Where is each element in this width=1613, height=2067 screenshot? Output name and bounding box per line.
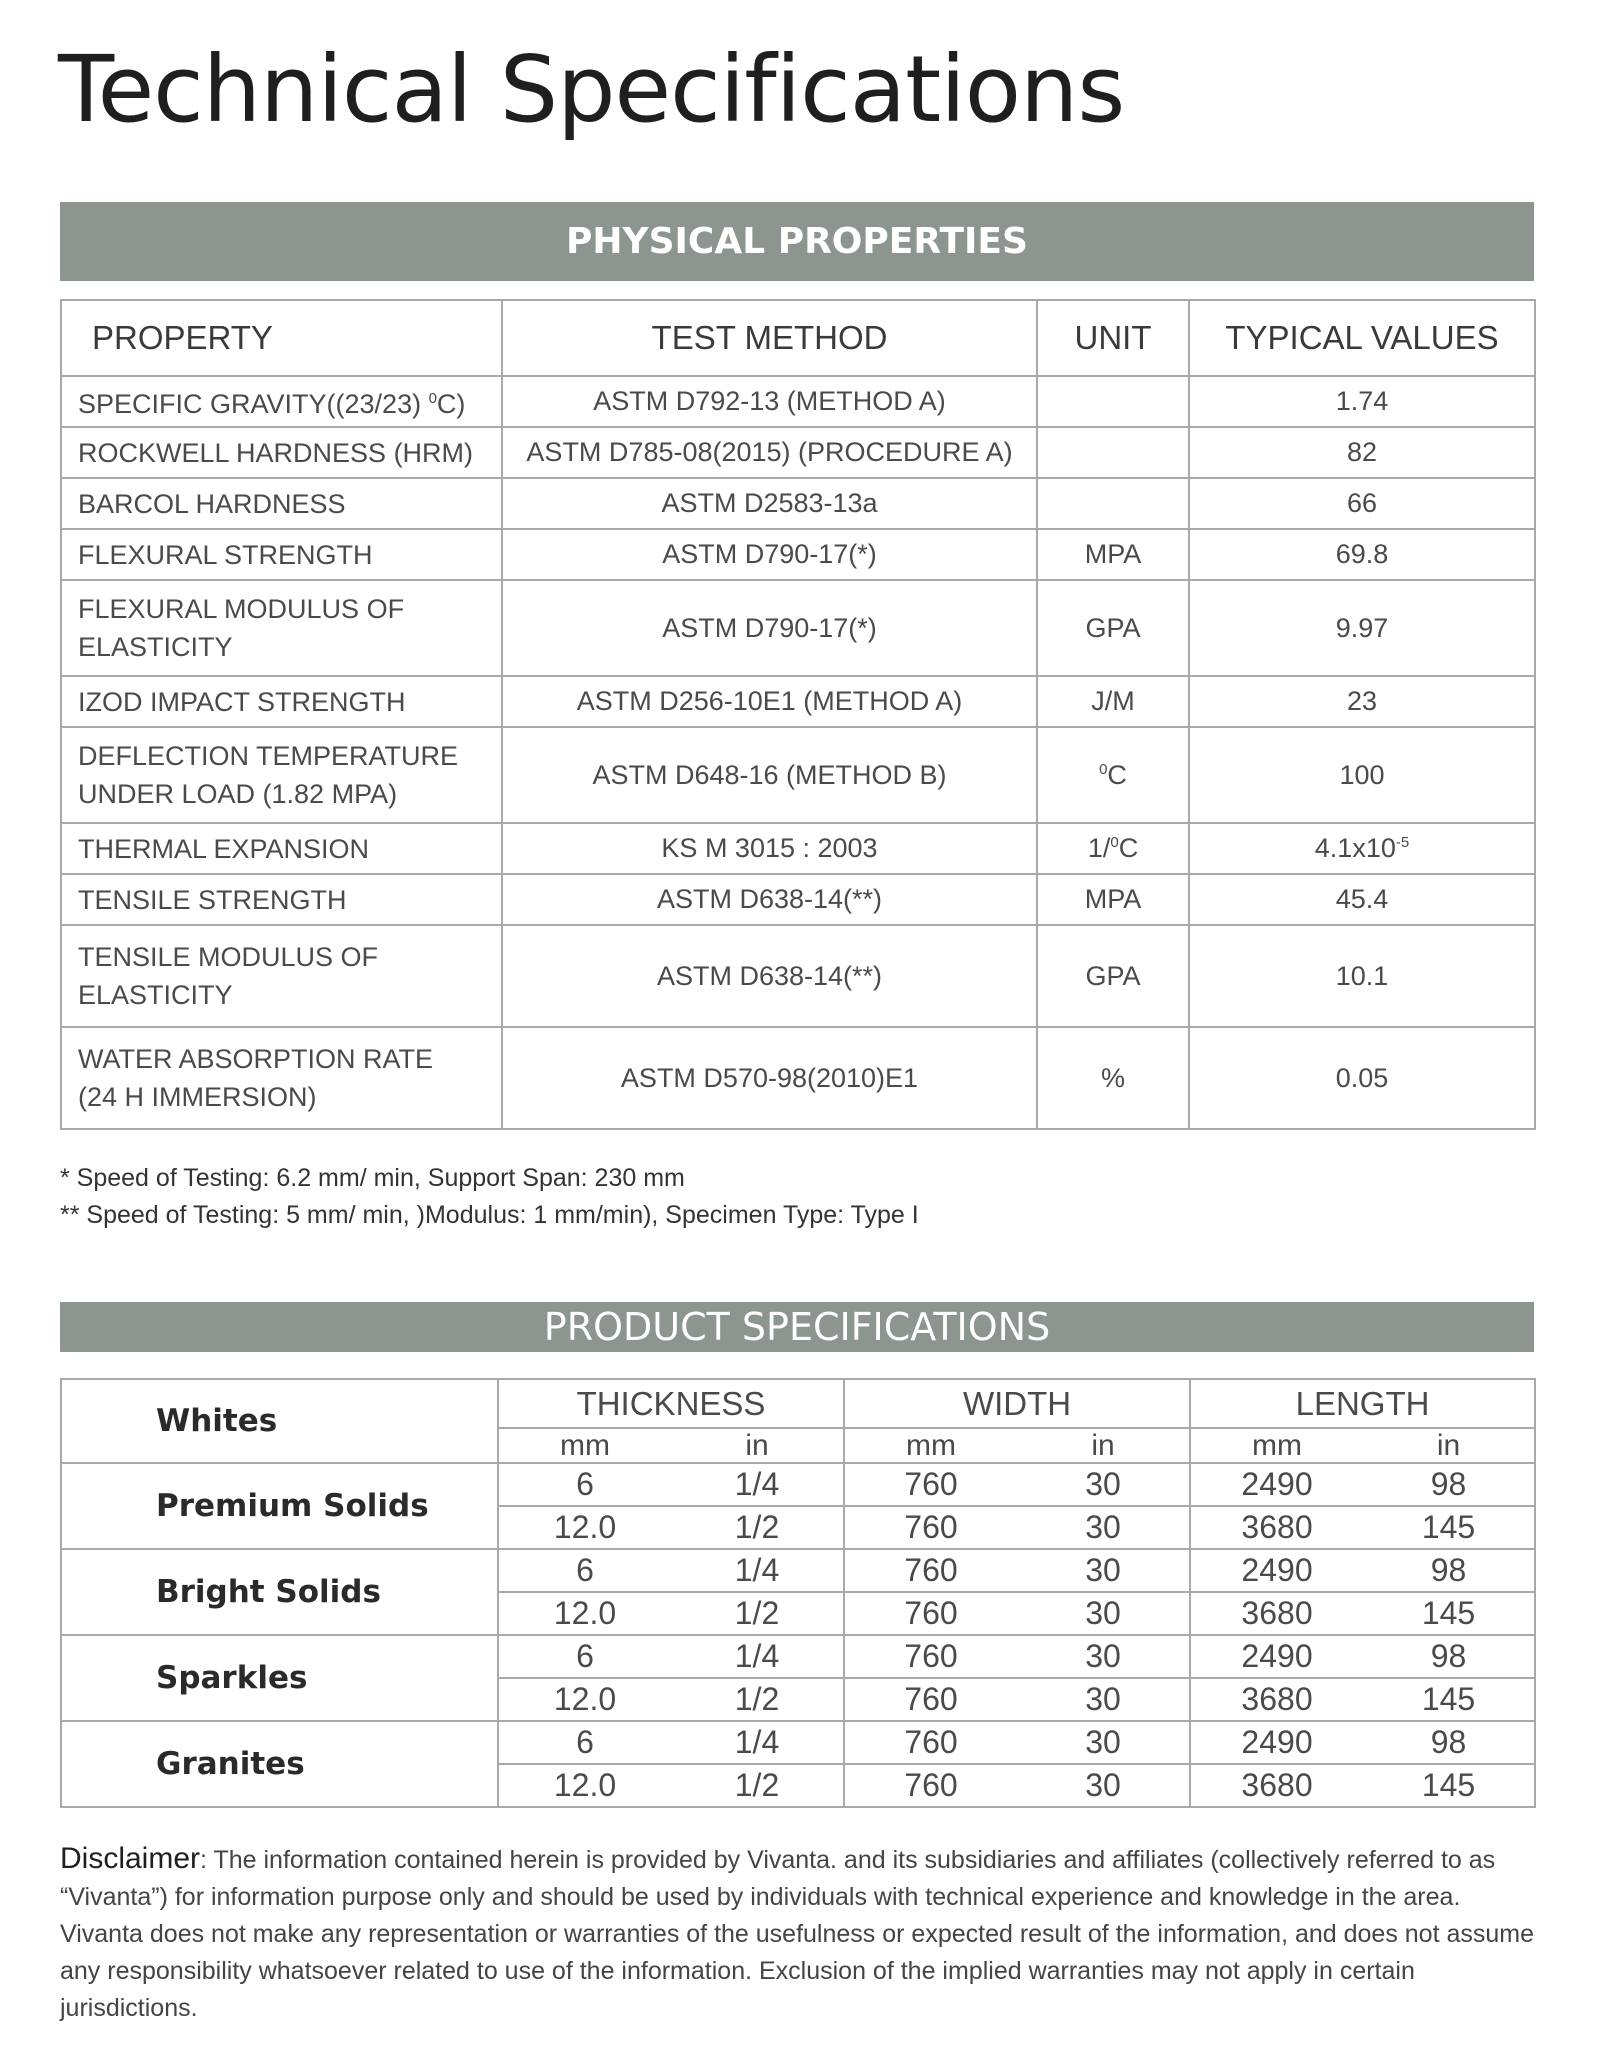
- unit-cell: MPA: [1037, 874, 1189, 925]
- test-method-cell: ASTM D648-16 (METHOD B): [502, 727, 1037, 823]
- table-cell: 760: [844, 1463, 1017, 1506]
- table-cell: 760: [844, 1678, 1017, 1721]
- unit-header: mm: [844, 1428, 1017, 1463]
- table-row: [61, 823, 1535, 874]
- property-line1: WATER ABSORPTION RATE: [78, 1044, 434, 1074]
- dimension-header-row: [61, 1379, 1535, 1428]
- test-method-cell: ASTM D638-14(**): [502, 925, 1037, 1027]
- unit-cell: GPA: [1037, 580, 1189, 676]
- unit-cell: MPA: [1037, 529, 1189, 580]
- dimension-header-thickness: THICKNESS: [498, 1379, 844, 1428]
- physical-properties-table: [60, 299, 1536, 1130]
- disclaimer-text: : The information contained herein is provided by Vivanta. and its subsidiaries and affiliates (collectively referred to as “Vivanta”) for information purpose only and should be used by individuals with technical experience and knowledge in the area. Vivanta does not make any representation or warranties of the usefulness or expected result of the information, and does not assume any responsibility whatsoever related to use of the information. Exclusion of the implied warranties may not apply in certain jurisdictions.: [60, 1846, 1535, 2022]
- table-row: [61, 580, 1535, 676]
- unit-cell: [1037, 823, 1189, 874]
- table-cell: 98: [1363, 1463, 1535, 1506]
- property-line2: (24 H IMMERSION): [78, 1082, 317, 1112]
- test-method-cell: ASTM D256-10E1 (METHOD A): [502, 676, 1037, 727]
- unit-cell: %: [1037, 1027, 1189, 1129]
- product-specifications-heading: PRODUCT SPECIFICATIONS: [60, 1302, 1534, 1352]
- table-row: [61, 376, 1535, 427]
- table-cell: 2490: [1190, 1635, 1363, 1678]
- group-label-bright-solids: Bright Solids: [61, 1549, 498, 1635]
- unit-header: mm: [498, 1428, 671, 1463]
- unit-text: C: [1107, 759, 1127, 790]
- table-cell: 3680: [1190, 1678, 1363, 1721]
- value-cell: 23: [1189, 676, 1535, 727]
- table-cell: 1/2: [671, 1592, 844, 1635]
- property-line1: TENSILE MODULUS OF: [78, 942, 379, 972]
- table-row: [61, 874, 1535, 925]
- table-cell: 145: [1363, 1592, 1535, 1635]
- property-line1: DEFLECTION TEMPERATURE: [78, 741, 459, 771]
- column-header-test-method: TEST METHOD: [502, 300, 1037, 376]
- table-cell: 3680: [1190, 1764, 1363, 1807]
- test-method-cell: ASTM D638-14(**): [502, 874, 1037, 925]
- property-cell: TENSILE STRENGTH: [61, 874, 502, 925]
- footnote: * Speed of Testing: 6.2 mm/ min, Support Span: 230 mm: [60, 1164, 685, 1192]
- value-cell: 82: [1189, 427, 1535, 478]
- unit-cell: [1037, 727, 1189, 823]
- physical-properties-heading: PHYSICAL PROPERTIES: [60, 202, 1534, 281]
- table-row: [61, 1027, 1535, 1129]
- unit-header: in: [1017, 1428, 1190, 1463]
- value-cell: 69.8: [1189, 529, 1535, 580]
- table-row: [61, 427, 1535, 478]
- value-cell: 1.74: [1189, 376, 1535, 427]
- test-method-cell: ASTM D792-13 (METHOD A): [502, 376, 1037, 427]
- table-cell: 98: [1363, 1549, 1535, 1592]
- property-cell: IZOD IMPACT STRENGTH: [61, 676, 502, 727]
- test-method-cell: ASTM D570-98(2010)E1: [502, 1027, 1037, 1129]
- unit-cell: [1037, 376, 1189, 427]
- table-cell: 6: [498, 1721, 671, 1764]
- value-cell: [1189, 823, 1535, 874]
- table-cell: 760: [844, 1549, 1017, 1592]
- table-cell: 30: [1017, 1463, 1190, 1506]
- property-cell: [61, 1027, 502, 1129]
- table-cell: 30: [1017, 1721, 1190, 1764]
- table-cell: 1/2: [671, 1506, 844, 1549]
- table-cell: 30: [1017, 1764, 1190, 1807]
- property-line2: ELASTICITY: [78, 632, 233, 662]
- table-cell: 12.0: [498, 1678, 671, 1721]
- dimension-header-width: WIDTH: [844, 1379, 1190, 1428]
- footnotes: [60, 1160, 919, 1234]
- property-cell: [61, 376, 502, 427]
- property-cell: ROCKWELL HARDNESS (HRM): [61, 427, 502, 478]
- page-title: Technical Specifications: [58, 36, 1125, 143]
- value-cell: 45.4: [1189, 874, 1535, 925]
- property-line2: UNDER LOAD (1.82 MPA): [78, 779, 398, 809]
- table-cell: 1/4: [671, 1635, 844, 1678]
- table-cell: 12.0: [498, 1506, 671, 1549]
- table-cell: 6: [498, 1635, 671, 1678]
- table-cell: 12.0: [498, 1764, 671, 1807]
- property-cell: [61, 925, 502, 1027]
- table-cell: 145: [1363, 1678, 1535, 1721]
- property-cell: FLEXURAL STRENGTH: [61, 529, 502, 580]
- value-cell: 100: [1189, 727, 1535, 823]
- footnote: ** Speed of Testing: 5 mm/ min, )Modulus: 1 mm/min), Specimen Type: Type I: [60, 1201, 919, 1229]
- table-cell: 3680: [1190, 1506, 1363, 1549]
- table-cell: 2490: [1190, 1721, 1363, 1764]
- group-label-premium-solids: Premium Solids: [61, 1463, 498, 1549]
- column-header-typical-values: TYPICAL VALUES: [1189, 300, 1535, 376]
- table-cell: 30: [1017, 1635, 1190, 1678]
- unit-cell: [1037, 427, 1189, 478]
- table-cell: 30: [1017, 1592, 1190, 1635]
- unit-header: in: [1363, 1428, 1535, 1463]
- table-cell: 1/4: [671, 1549, 844, 1592]
- property-text: SPECIFIC GRAVITY((23/23): [78, 389, 429, 419]
- property-cell: THERMAL EXPANSION: [61, 823, 502, 874]
- table-cell: 30: [1017, 1678, 1190, 1721]
- table-row: [61, 1549, 1535, 1592]
- disclaimer: [60, 1840, 1540, 2027]
- table-cell: 760: [844, 1764, 1017, 1807]
- table-cell: 760: [844, 1721, 1017, 1764]
- value-cell: 9.97: [1189, 580, 1535, 676]
- group-label-granites: Granites: [61, 1721, 498, 1807]
- table-row: [61, 1463, 1535, 1506]
- property-cell: [61, 580, 502, 676]
- table-cell: 760: [844, 1506, 1017, 1549]
- table-cell: 98: [1363, 1721, 1535, 1764]
- table-cell: 1/2: [671, 1764, 844, 1807]
- column-header-property: PROPERTY: [61, 300, 502, 376]
- table-cell: 1/2: [671, 1678, 844, 1721]
- property-line1: FLEXURAL MODULUS OF: [78, 594, 405, 624]
- value-text: 4.1x10: [1314, 833, 1396, 863]
- table-row: [61, 1721, 1535, 1764]
- property-cell: [61, 727, 502, 823]
- property-text-after: C): [436, 389, 466, 419]
- unit-text-before: 1/: [1087, 833, 1111, 863]
- product-specifications-table: [60, 1378, 1536, 1808]
- table-cell: 2490: [1190, 1549, 1363, 1592]
- test-method-cell: ASTM D790-17(*): [502, 529, 1037, 580]
- degree-superscript: 0: [1099, 760, 1108, 778]
- table-cell: 1/4: [671, 1463, 844, 1506]
- unit-header: in: [671, 1428, 844, 1463]
- group-label-sparkles: Sparkles: [61, 1635, 498, 1721]
- dimension-header-length: LENGTH: [1190, 1379, 1535, 1428]
- property-cell: BARCOL HARDNESS: [61, 478, 502, 529]
- corner-label: Whites: [61, 1379, 498, 1463]
- table-header-row: [61, 300, 1535, 376]
- table-cell: 760: [844, 1592, 1017, 1635]
- unit-cell: [1037, 478, 1189, 529]
- value-cell: 0.05: [1189, 1027, 1535, 1129]
- table-cell: 760: [844, 1635, 1017, 1678]
- table-row: [61, 925, 1535, 1027]
- table-row: [61, 676, 1535, 727]
- table-cell: 30: [1017, 1506, 1190, 1549]
- table-cell: 98: [1363, 1635, 1535, 1678]
- unit-cell: GPA: [1037, 925, 1189, 1027]
- property-line2: ELASTICITY: [78, 980, 233, 1010]
- table-cell: 30: [1017, 1549, 1190, 1592]
- test-method-cell: KS M 3015 : 2003: [502, 823, 1037, 874]
- test-method-cell: ASTM D785-08(2015) (PROCEDURE A): [502, 427, 1037, 478]
- table-cell: 12.0: [498, 1592, 671, 1635]
- table-row: [61, 478, 1535, 529]
- table-cell: 145: [1363, 1506, 1535, 1549]
- test-method-cell: ASTM D2583-13a: [502, 478, 1037, 529]
- degree-superscript: 0: [428, 390, 437, 407]
- table-cell: 2490: [1190, 1463, 1363, 1506]
- unit-cell: J/M: [1037, 676, 1189, 727]
- test-method-cell: ASTM D790-17(*): [502, 580, 1037, 676]
- unit-header: mm: [1190, 1428, 1363, 1463]
- exponent-superscript: -5: [1395, 834, 1410, 851]
- table-cell: 1/4: [671, 1721, 844, 1764]
- table-cell: 3680: [1190, 1592, 1363, 1635]
- column-header-unit: UNIT: [1037, 300, 1189, 376]
- table-row: [61, 727, 1535, 823]
- table-cell: 6: [498, 1463, 671, 1506]
- value-cell: 66: [1189, 478, 1535, 529]
- degree-superscript: 0: [1110, 834, 1119, 851]
- unit-text: C: [1118, 833, 1139, 863]
- table-row: [61, 1635, 1535, 1678]
- table-cell: 145: [1363, 1764, 1535, 1807]
- table-cell: 6: [498, 1549, 671, 1592]
- value-cell: 10.1: [1189, 925, 1535, 1027]
- disclaimer-label: Disclaimer: [60, 1842, 201, 1875]
- table-row: [61, 529, 1535, 580]
